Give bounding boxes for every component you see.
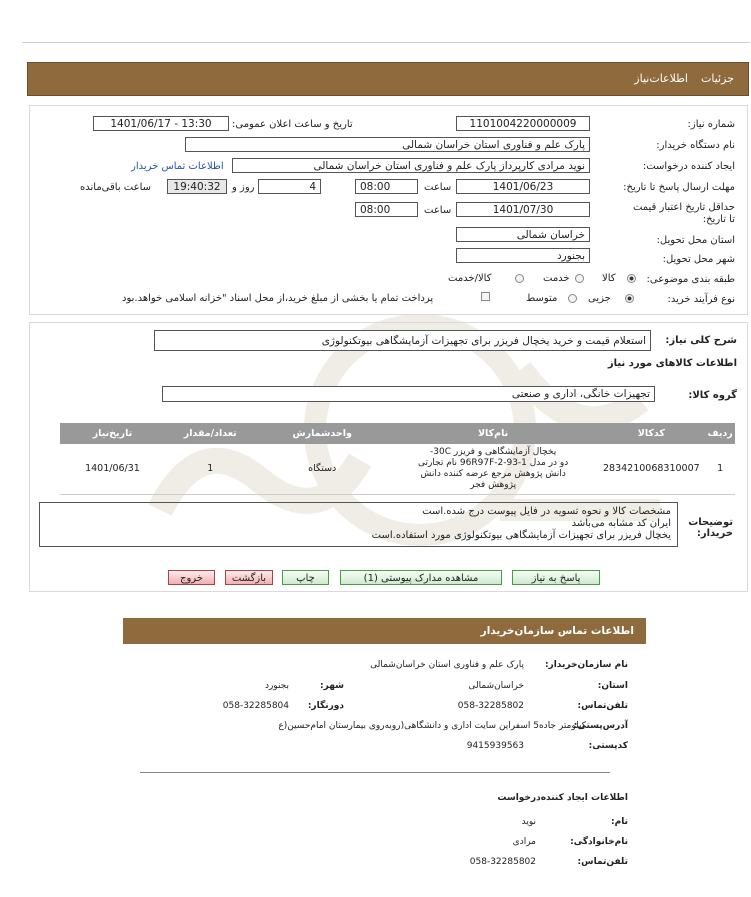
validity-time-label: ساعت <box>424 205 452 216</box>
creator-phone-value: 058-32285802 <box>469 857 536 867</box>
contact-province-value: خراسان‌شمالی <box>468 681 524 691</box>
creator-family-label: نام‌خانوادگی: <box>570 837 628 847</box>
exit-button[interactable]: خروج <box>168 570 215 585</box>
contact-province-label: استان: <box>597 681 628 691</box>
cell-name-line: دو در مدل 1-93-96R97F-2 نام تجارتی <box>417 457 569 468</box>
notes-line: یخچال فریزر برای تجهیزات آزمایشگاهی بیوتکنولوژی مورد استفاده.است <box>371 530 671 541</box>
category-goods-label: کالا <box>602 273 616 284</box>
category-service-label: خدمت <box>543 273 570 284</box>
creator-info-title: اطلاعات ایجاد کننده‌درخواست <box>497 793 628 803</box>
goods-table <box>60 423 735 495</box>
process-minor-radio[interactable] <box>625 294 634 303</box>
days-label: روز و <box>232 182 255 193</box>
creator-field: نوید مرادی کارپرداز پارک علم و فناوری استان خراسان شمالی <box>232 158 590 173</box>
buyer-field: پارک علم و فناوری استان خراسان شمالی <box>185 137 590 152</box>
phone-value: 058-32285802 <box>457 701 524 711</box>
creator-name-label: نام: <box>611 817 628 827</box>
need-number-field: 1101004220000009 <box>456 116 590 131</box>
deadline-date-field: 1401/06/23 <box>456 179 590 194</box>
deadline-time-label: ساعت <box>424 182 452 193</box>
cell-date: 1401/06/31 <box>60 444 165 494</box>
goods-info-title: اطلاعات کالاهای مورد نیاز <box>607 358 737 369</box>
treasury-checkbox[interactable] <box>481 292 490 301</box>
col-qty: تعداد/مقدار <box>165 423 256 444</box>
col-unit: واحدشمارش <box>256 423 389 444</box>
province-field: خراسان شمالی <box>456 227 590 242</box>
address-value: کیلومتر جاده5 اسفراین سایت اداری و دانشگاهی(روبه‌روی بیمارستان امام‌حسین(ع <box>278 721 586 731</box>
address-label: آدرس‌پستی: <box>573 721 628 731</box>
announce-label: تاریخ و ساعت اعلان عمومی: <box>232 119 353 130</box>
creator-label: ایجاد کننده درخواست: <box>642 161 735 172</box>
remaining-label: ساعت باقی‌مانده <box>80 182 152 193</box>
contact-city-value: بجنورد <box>264 681 289 691</box>
process-minor-label: جزیی <box>588 293 611 304</box>
creator-family-value: مرادی <box>512 837 536 847</box>
fax-value: 058-32285804 <box>222 701 289 711</box>
phone-label: تلفن‌تماس: <box>577 701 628 711</box>
org-value: پارک علم و فناوری استان خراسان‌شمالی <box>370 660 524 670</box>
postal-label: کدپستی: <box>588 741 628 751</box>
province-label: استان محل تحویل: <box>656 235 735 246</box>
city-label: شهر محل تحویل: <box>662 254 735 265</box>
process-medium-label: متوسط <box>526 293 558 304</box>
cell-name <box>389 444 598 494</box>
announce-field: 1401/06/17 - 13:30 <box>93 116 229 131</box>
contact-city-label: شهر: <box>320 681 344 691</box>
cell-row: 1 <box>705 444 735 494</box>
contact-divider <box>140 772 610 773</box>
treasury-note: پرداخت تمام یا بخشی از مبلغ خرید،از محل اسناد "خزانه اسلامی خواهد.بود <box>122 293 434 304</box>
page-header <box>27 62 749 96</box>
cell-name-line: پژوهش فجر <box>470 479 517 490</box>
cell-name-line: دانش پژوهش مرجع عرضه کننده دانش <box>420 468 566 479</box>
goods-group-field: تجهیزات خانگی، اداری و صنعتی <box>162 386 655 402</box>
category-service-radio[interactable] <box>575 274 584 283</box>
category-goods-radio[interactable] <box>627 274 636 283</box>
category-label: طبقه بندی موضوعی: <box>646 274 735 285</box>
notes-line: ایران کد مشابه می‌باشد <box>571 518 671 529</box>
cell-qty: 1 <box>165 444 256 494</box>
breadcrumb-info[interactable]: اطلاعات‌نیاز <box>634 72 688 85</box>
breadcrumb-details[interactable]: جزئیات <box>701 72 734 85</box>
contact-title: اطلاعات تماس سازمان‌خریدار <box>480 625 634 637</box>
category-goods-service-radio[interactable] <box>515 274 524 283</box>
summary-label: شرح کلی نیاز: <box>665 335 737 346</box>
attachments-button[interactable]: مشاهده مدارک پیوستی (1) <box>340 570 502 585</box>
postal-value: 9415939563 <box>466 741 524 751</box>
org-label: نام سازمان‌خریدار: <box>544 660 628 670</box>
deadline-time-field: 08:00 <box>355 179 418 194</box>
cell-unit: دستگاه <box>256 444 389 494</box>
buyer-notes-label: توضیحات خریدار: <box>688 517 733 539</box>
process-label: نوع فرآیند خرید: <box>667 294 735 305</box>
process-medium-radio[interactable] <box>568 294 577 303</box>
print-button[interactable]: چاپ <box>282 570 329 585</box>
top-divider <box>22 42 750 43</box>
remaining-time-field: 19:40:32 <box>167 179 227 194</box>
buyer-notes-field <box>39 502 678 547</box>
validity-label: حداقل تاریخ اعتبار قیمت <box>632 202 735 213</box>
goods-group-label: گروه کالا: <box>688 390 737 401</box>
summary-field: استعلام قیمت و خرید یخچال فریزر برای تجهیزات آزمایشگاهی بیوتکنولوژی <box>154 330 651 351</box>
cell-code: 2834210068310007 <box>597 444 705 494</box>
table-row <box>60 444 735 494</box>
notes-line: مشخصات کالا و نحوه تسویه در فایل پیوست درج شده.است <box>422 506 671 517</box>
reply-button[interactable]: پاسخ به نیاز <box>512 570 600 585</box>
validity-label-2: تا تاریخ: <box>702 214 735 225</box>
days-field: 4 <box>258 179 321 194</box>
col-name: نام‌کالا <box>389 423 598 444</box>
validity-time-field: 08:00 <box>355 202 418 217</box>
buyer-contact-link[interactable]: اطلاعات تماس خریدار <box>131 161 224 172</box>
need-number-label: شماره نیاز: <box>687 119 735 130</box>
cell-name-line: یخچال آزمایشگاهی و فریزر 30C- <box>430 446 557 457</box>
contact-title-bar <box>123 618 646 644</box>
back-button[interactable]: بازگشت <box>225 570 273 585</box>
fax-label: دورنگار: <box>307 701 344 711</box>
creator-phone-label: تلفن‌تماس: <box>577 857 628 867</box>
buyer-label: نام دستگاه خریدار: <box>656 140 735 151</box>
col-code: کدکالا <box>597 423 705 444</box>
city-field: بجنورد <box>456 248 590 263</box>
validity-date-field: 1401/07/30 <box>456 202 590 217</box>
col-row: ردیف <box>705 423 735 444</box>
creator-name-value: نوید <box>521 817 536 827</box>
deadline-label: مهلت ارسال پاسخ تا تاریخ: <box>623 182 735 193</box>
col-date: تاریخ‌نیاز <box>60 423 165 444</box>
category-goods-service-label: کالا/خدمت <box>448 273 492 284</box>
